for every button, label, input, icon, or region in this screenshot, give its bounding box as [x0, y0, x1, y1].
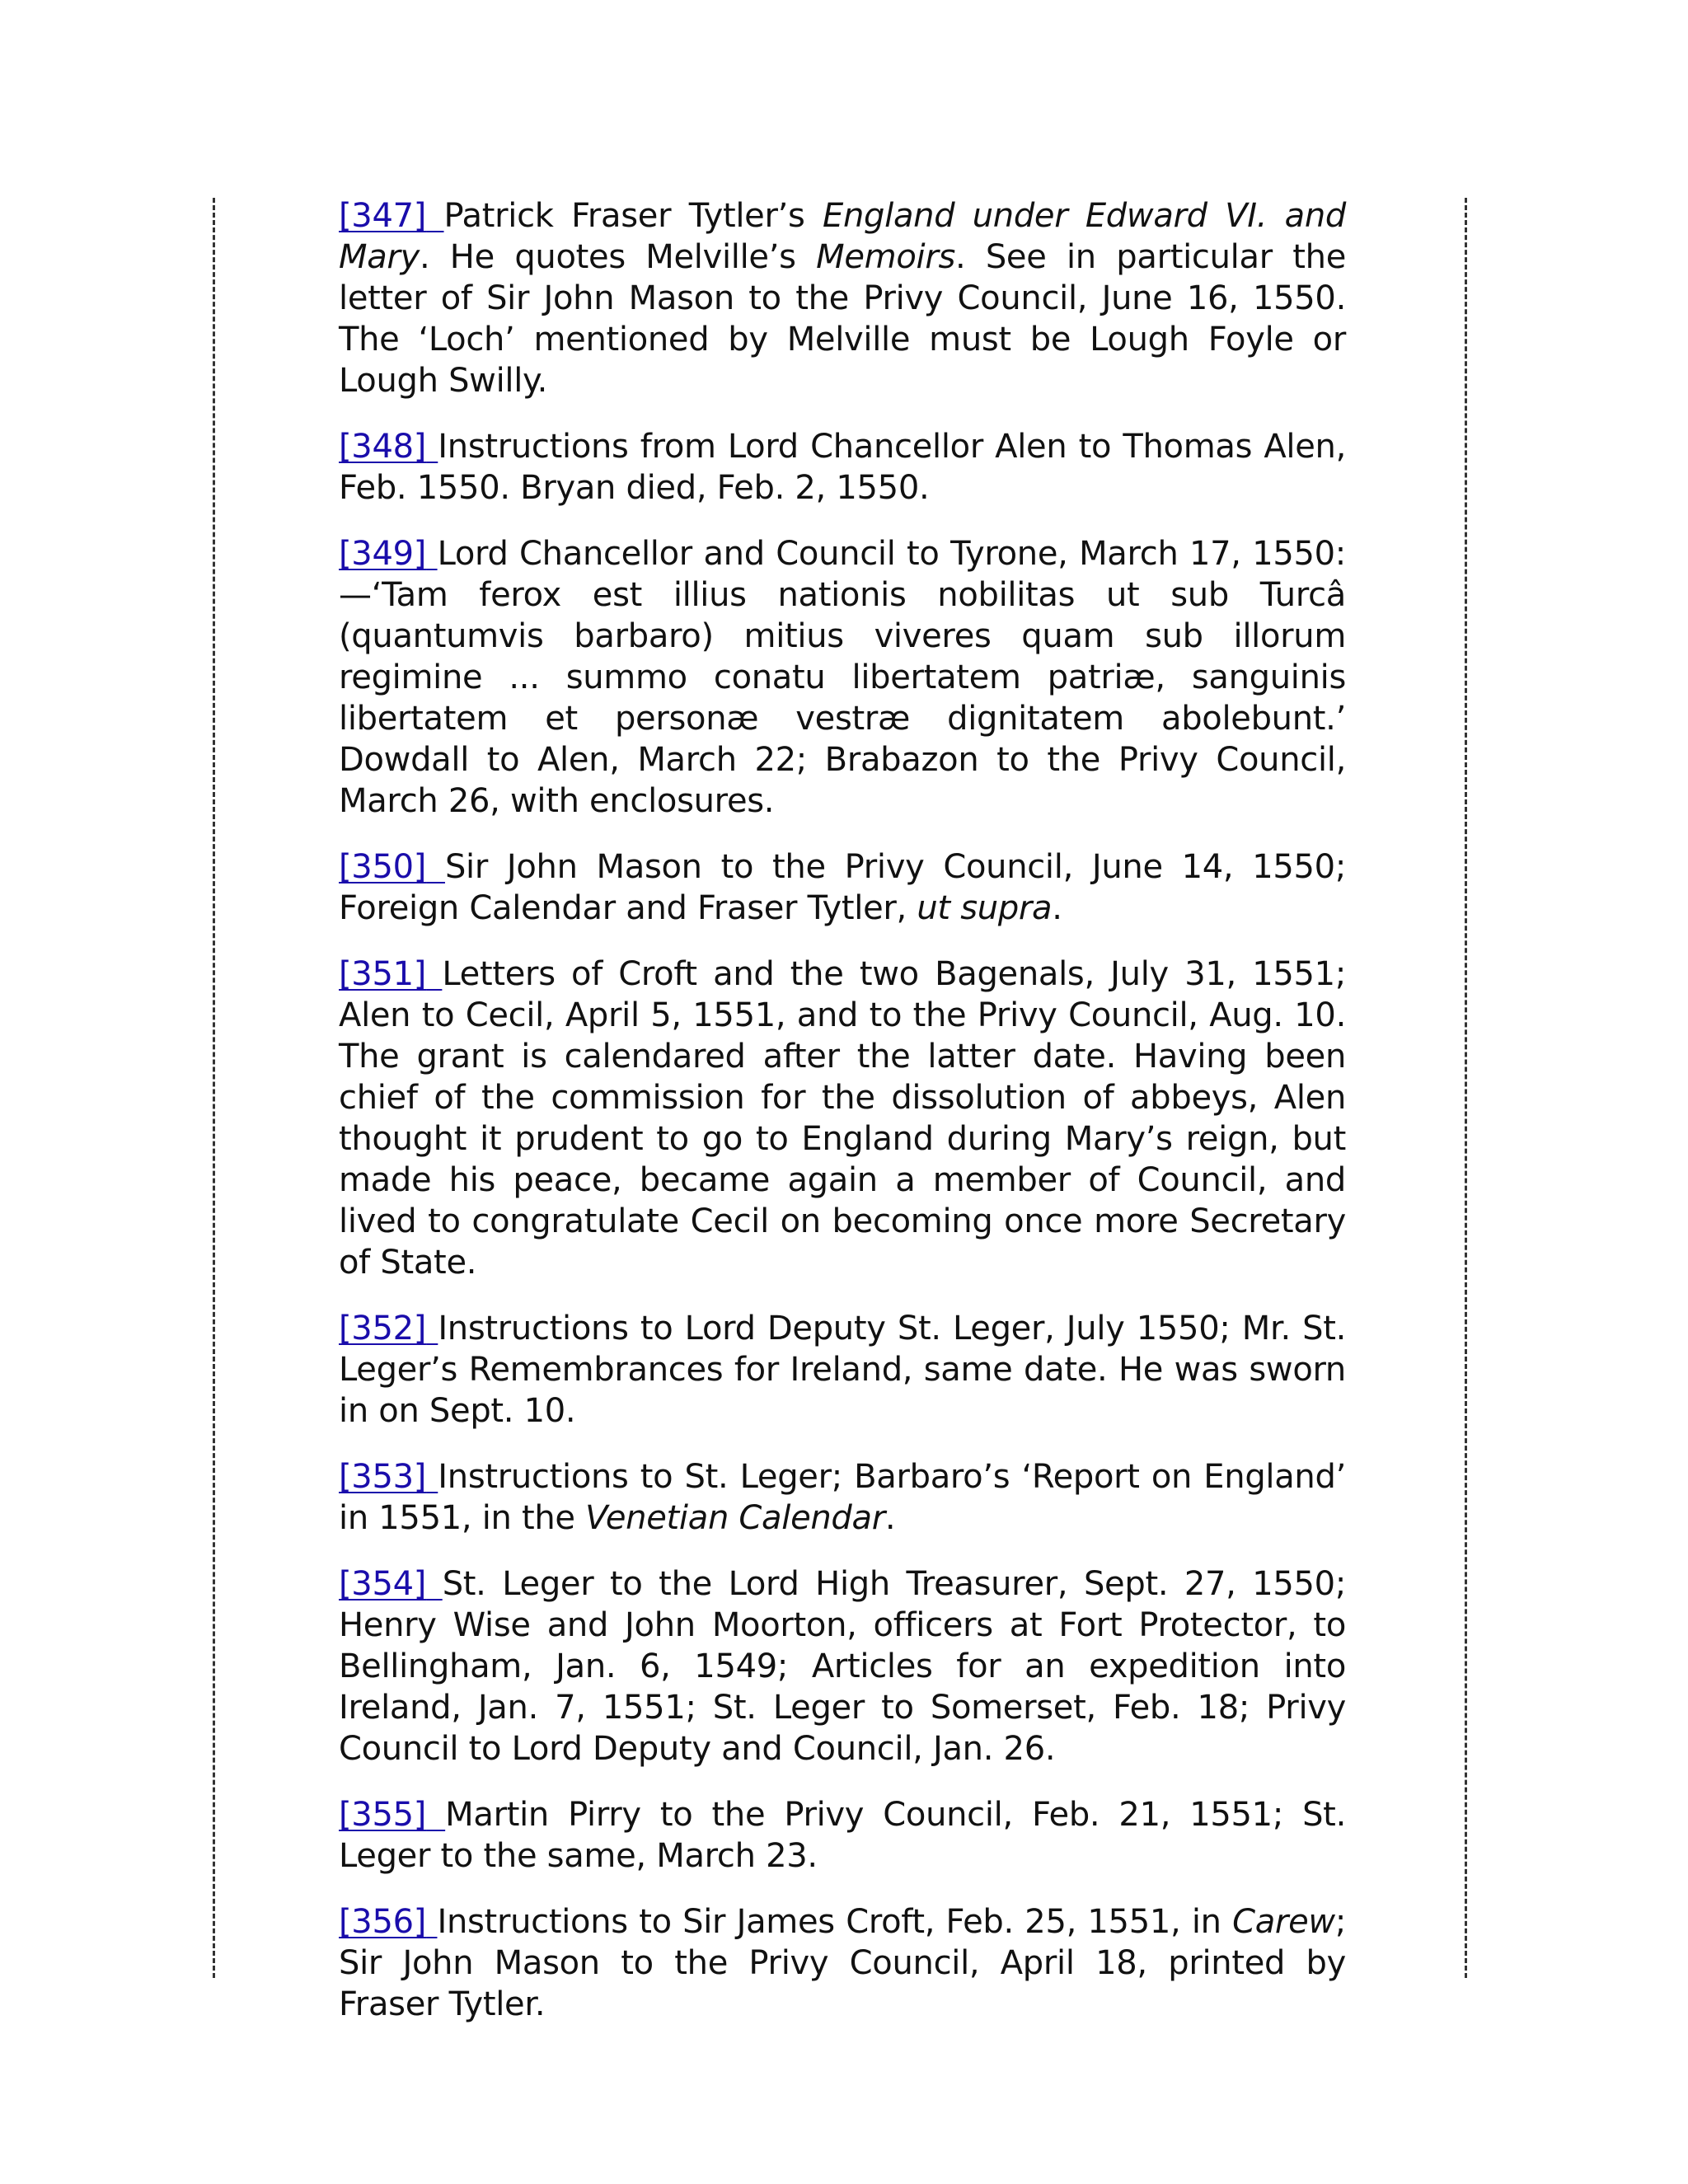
- footnote: [339, 195, 1346, 401]
- footnote-text: Sir John Mason to the Privy Council, June 14, 1550; Foreign Calendar and Fraser Tytler,: [339, 848, 1347, 927]
- footnote-text: . See in particular the letter of Sir John Mason to the Privy Council, June 16, 1550. The ‘Loch’ mentioned by Melville must be Lough Foyle or Lough Swilly.: [339, 238, 1347, 400]
- footnote-text: Instructions to Lord Deputy St. Leger, July 1550; Mr. St. Leger’s Remembrances for Ireland, same date. He was sworn in on Sept. 10.: [339, 1310, 1346, 1430]
- footnote-text: .: [1052, 889, 1062, 927]
- footnote-ref-link[interactable]: [349]: [339, 535, 427, 573]
- footnote-italic-text: Carew: [1232, 1903, 1335, 1941]
- footnote: [339, 1563, 1346, 1769]
- footnote: [339, 1901, 1346, 2025]
- footnote-text: St. Leger to the Lord High Treasurer, Sept. 27, 1550; Henry Wise and John Moorton, officers at Fort Protector, to Bellingham, Jan. 6, 1549; Articles for an expedition into Ireland, Jan. 7, 1551; St. Leger to Somerset, Feb. 18; Privy Council to Lord Deputy and Council, Jan. 26.: [339, 1565, 1346, 1768]
- footnote-ref-link[interactable]: [351]: [339, 955, 427, 993]
- footnote-italic-text: ut supra: [917, 889, 1053, 927]
- footnote-ref-link[interactable]: [355]: [339, 1796, 427, 1834]
- footnote-text: Lord Chancellor and Council to Tyrone, March 17, 1550:—‘Tam ferox est illius nationis nobilitas ut sub Turcâ (quantumvis barbaro) mitius viveres quam sub illorum regimine ... summo conatu libertatem patriæ, sanguinis libertatem et personæ vestræ dignitatem abolebunt.’ Dowdall to Alen, March 22; Brabazon to the Privy Council, March 26, with enclosures.: [339, 535, 1346, 820]
- footnote-list: [339, 195, 1346, 2050]
- footnote: [339, 426, 1346, 509]
- footnote: [339, 1308, 1346, 1432]
- footnote-ref-link[interactable]: [350]: [339, 848, 427, 886]
- footnote-text: .: [884, 1499, 896, 1537]
- footnote-ref-link[interactable]: [353]: [339, 1458, 427, 1496]
- footnote-text: Instructions to Sir James Croft, Feb. 25, 1551, in: [437, 1903, 1233, 1941]
- footnote: [339, 533, 1346, 822]
- footnote-text: Instructions to St. Leger; Barbaro’s ‘Report on England’ in 1551, in the: [339, 1458, 1346, 1537]
- footnote-text: ; Sir John Mason to the Privy Council, April 18, printed by Fraser Tytler.: [339, 1903, 1346, 2023]
- footnote-text: Instructions from Lord Chancellor Alen to Thomas Alen, Feb. 1550. Bryan died, Feb. 2, 1550.: [339, 428, 1346, 507]
- footnote-italic-text: Memoirs: [816, 238, 955, 276]
- footnote-italic-text: Venetian Calendar: [585, 1499, 885, 1537]
- footnote: [339, 846, 1346, 929]
- footnote: [339, 1456, 1346, 1539]
- footnote-ref-link[interactable]: [347]: [339, 197, 427, 235]
- footnote-italic-text: England under Edward VI. and Mary: [339, 197, 1346, 276]
- footnote-ref-link[interactable]: [356]: [339, 1903, 427, 1941]
- footnote-ref-link[interactable]: [354]: [339, 1565, 427, 1603]
- footnote: [339, 1794, 1346, 1877]
- footnote-text: Letters of Croft and the two Bagenals, July 31, 1551; Alen to Cecil, April 5, 1551, and to the Privy Council, Aug. 10. The grant is calendared after the latter date. Having been chief of the commission for the dissolution of abbeys, Alen thought it prudent to go to England during Mary’s reign, but made his peace, became again a member of Council, and lived to congratulate Cecil on becoming once more Secretary of State.: [339, 955, 1346, 1282]
- footnote-text: Patrick Fraser Tytler’s: [443, 197, 823, 235]
- footnote-text: . He quotes Melville’s: [419, 238, 817, 276]
- footnote: [339, 954, 1346, 1283]
- footnote-ref-link[interactable]: [352]: [339, 1310, 427, 1347]
- footnote-text: Martin Pirry to the Privy Council, Feb. 21, 1551; St. Leger to the same, March 23.: [339, 1796, 1346, 1875]
- footnote-ref-link[interactable]: [348]: [339, 428, 427, 466]
